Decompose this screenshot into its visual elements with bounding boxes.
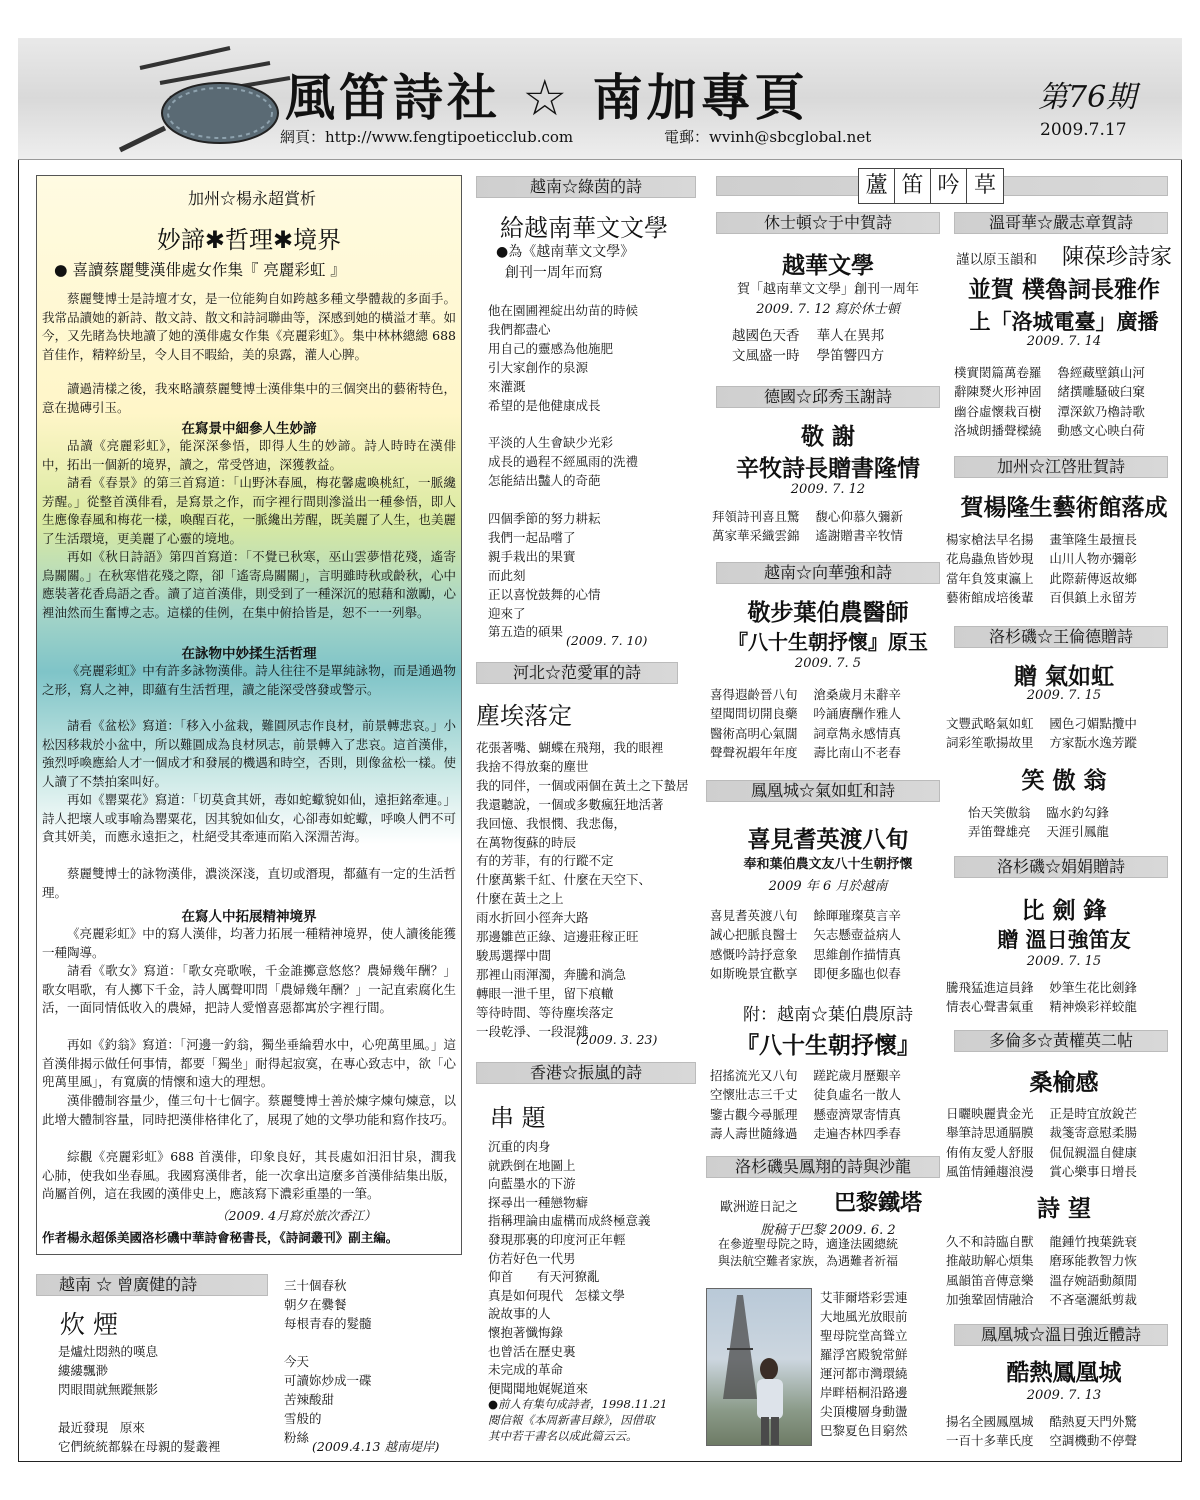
- poem-body: 拜領詩刊喜且驚 馥心仰慕久彌新 萬家華采織雲錦 遙謝贈書辛牧情: [712, 509, 903, 544]
- poem-body: 是爐灶悶熱的嘆息 縷縷飄渺 閃眼間就無蹤無影 最近發現 原來 它們統統都躲在母親的髮叢裡: [58, 1344, 221, 1454]
- poem-note: ●前人有集句成詩者，1998.11.21 閱信報《本周新書目錄》，因借取 其中若干書名以成此篇云云。: [488, 1397, 668, 1443]
- poem-body: 艾菲爾塔彩雲連 大地風光放眼前 聖母院堂高聳立 羅浮宮殿貌常鮮 運河都市灣環繞 岸畔梧桐沿路邊 尖頂樓層身動盪 巴黎夏色目窮然: [820, 1290, 908, 1438]
- poem-body: 三十個春秋 朝夕在爨餐 每根青春的髮髓 今天 可讀妳炒成一碟 苦辣酸甜 雪般的 粉絲: [284, 1278, 372, 1445]
- issue-date: 2009.7.17: [1040, 120, 1127, 140]
- poem-title: 桑榆感: [1029, 1069, 1099, 1096]
- essay-paragraph: 請看《春景》的第三首寫道：「山野沐春風，梅花馨處喚桃紅，一脈纔芳醒。」從整首漢俳看，是寫景之作，而字裡行間則滲溢出一種參悟，即人生應像春風和梅花一樣，喚醒百花，一脈纔出芳醒，既美麗了人生，也美麗了生活環境，更美麗了心靈的境地。: [42, 475, 456, 546]
- poem-date: 2009. 7. 12 寫於休士頓: [756, 302, 900, 317]
- poem-body: 揚名全國鳳凰城 酷熱夏天門外驚 一百十多華氏度 空調機動不停聲: [946, 1414, 1137, 1449]
- section-band: 香港☆振嵐的詩: [476, 1062, 696, 1084]
- poem-title: 巴黎鐵塔: [834, 1190, 923, 1216]
- poem-title-prefix: 歐洲遊日記之: [720, 1200, 799, 1215]
- poem-title: 辛牧詩長贈書隆情: [736, 455, 920, 482]
- poem-title: 比 劍 鋒: [1021, 897, 1107, 924]
- poem-date: 2009. 7. 13: [1026, 1388, 1102, 1403]
- poem-body: 越國色天香 華人在異邦 文風盛一時 學笛響四方: [732, 328, 885, 364]
- poem-body: 花張著嘴、蝴蝶在飛翔，我的眼裡 我捨不得放棄的塵世 我的同伴，一個或兩個在黃土之下蟄居 我還聽說，一個或多數瘋狂地活著 我回憶、我恨憫、我悲傷， 在萬物復蘇的時辰 有的芳菲，有的行蹤不定 什麼萬紫千紅、什麼在天空下、 什麼在黃土之上 雨水折回小徑奔大路 那邊雛芭正綠、這邊莊稼正旺 駿馬選擇中間 那裡山雨渾濁，奔騰和淌急 轉眼一泄千里，留下痕轍 等待時間、等待塵埃落定 一段乾淨、一段混雜: [476, 740, 689, 1039]
- poem-title: 詩 望: [1036, 1195, 1091, 1222]
- essay-paragraph: 再如《秋日詩語》第四首寫道：「不覺已秋寒，巫山雲夢惜花殘，遙寄鳥關關。」在秋寒惜花殘之際，卻「遙寄鳥關關」，言明雖時秋或齡秋，心中應裝著花香鳥語之香。讀了這首漢俳，則受到了一種深沉的慰藉和激勵，心裡油然而生奮博之志。這樣的佳例，在集中俯拾皆是，恕不一一列舉。: [42, 549, 456, 620]
- poem-title: 越華文學: [782, 252, 874, 279]
- poem-body: 喜得遐齡晉八旬 滄桑歲月未辭辛 望聞問切開良藥 吟誦賡酬作雅人 醫術高明心氣闊 詞章雋永感情真 聲聲祝嘏年年度 壽比南山不老春: [710, 687, 901, 760]
- poem-body: 騰飛猛進這員鋒 妙筆生花比劍鋒 情表心聲書氣重 精神煥彩祥蛟龍: [946, 980, 1137, 1015]
- section-band: 多倫多☆黃權英二帖: [954, 1030, 1168, 1052]
- essay-paragraph: 蔡麗雙博士是詩壇才女，是一位能夠自如跨越多種文學體裁的多面手。我常品讀她的新詩、散文詩、散文和詩詞聯曲等，深感到她的橫溢才華。如今，又先睹為快地讀了她的漢俳處女作集《亮麗彩虹》。集中林林總總 688 首佳作，精粹紛呈，令人目不暇給，美的泉露，灌人心脾。: [42, 291, 456, 362]
- section-band: 河北☆范愛軍的詩: [476, 662, 678, 684]
- poem-title: 敬 謝: [800, 423, 855, 450]
- section-band: 加州☆江啓壯賀詩: [954, 456, 1168, 478]
- essay-paragraph: 漢俳體制容量少，僅三句十七個字。蔡麗雙博士善於煉字煉句煉意，以此增大體制容量，同時把漢俳格律化了，展現了她的文學功能和寫作技巧。: [42, 1093, 456, 1127]
- poem-title: 喜見耆英渡八旬: [747, 826, 909, 853]
- poem-date: 2009. 7. 15: [1026, 954, 1102, 969]
- email-link[interactable]: 電郵：wvinh@sbcglobal.net: [664, 128, 872, 146]
- essay-paragraph: 再如《罌粟花》寫道：「切莫貪其妍，毒如蛇蠍貌如仙，遠拒銘牽連。」詩人把壞人或事喻為罌粟花，因其貌如仙女，心卻毒如蛇蠍，呼喚人們不可貪其妍美，而應永遠拒之，杜絕受其牽連而陷入深淵苦海。: [42, 792, 456, 844]
- poem-date: 脫稿于巴黎 2009. 6. 2: [760, 1223, 896, 1238]
- poem-date: (2009. 3. 23): [576, 1032, 658, 1047]
- essay-byline: 加州☆楊永超賞析: [187, 189, 316, 208]
- essay-heading: 在詠物中妙揉生活哲理: [181, 646, 317, 662]
- heading-char: 草: [973, 173, 996, 198]
- poem-body: 怡天笑傲翁 臨水釣勾鋒 弄笛聲雄亮 天涯引鳳龍: [968, 805, 1109, 840]
- essay-author-note: 作者楊永超係美國洛杉磯中華詩會秘書長，《詩詞叢刊》副主編。: [42, 1230, 399, 1245]
- issue-number: 第76期: [1038, 80, 1137, 115]
- poem-title: 『八十生朝抒懷』原玉: [728, 630, 928, 654]
- section-band: 洛杉磯☆王倫德贈詩: [954, 626, 1168, 648]
- poem-body: 沉重的肉身 就跌倒在地圖上 向藍墨水的下游 探尋出一種戀物癖 指稱理論由虛構而成終極意義 發現那裏的印度河正年輕 仿若好色一代男 仰首 有天河獠亂 真是如何現代 怎樣文學 說故事的人 懷抱著懺悔錄 也曾活在歷史裏 未完成的革命 便聞聞地娓娓道來: [488, 1139, 651, 1396]
- poem-subtitle: ●為《越南華文文學》 創刊一周年而寫: [496, 244, 635, 281]
- poem-body: 樸實閎篇萬卷羅 魯經藏壁鎮山河 辭陳燹火形神固 緒撰雕騷破臼窠 幽谷虛懷栽百樹 潭深欽乃櫓詩歌 洛城朗播聲樑繞 動感文心映白荷: [954, 365, 1145, 438]
- poem-subtitle: 賀「越南華文文學」創刊一周年: [736, 282, 919, 297]
- essay-paragraph: 蔡麗雙博士的詠物漢俳，濃淡深淺，直切或潛現，都蘊有一定的生活哲理。: [42, 866, 456, 900]
- heading-char: 吟: [931, 169, 967, 203]
- poem-body: 久不和詩臨自獸 龍鍾竹拽葉銑衰 推敲助解心煩集 磨琢能教智力恢 風韻笛音傳意樂 溫存婉語動顏閒 加強鞏固情融洽 不吝毫灑紙剪裁: [946, 1234, 1137, 1307]
- poem-body: 招搖流光又八旬 蹉跎歲月歷艱辛 空懷壯志三千丈 徒負虛名一散人 鑒古觀今尋脈理 懸壺濟眾寄情真 壽人壽世隨緣過 走遍杏林四季春: [710, 1068, 901, 1141]
- poem-subtitle: 奉和葉伯農文友八十生朝抒懷: [743, 857, 913, 872]
- poem-title: 酷熱鳳凰城: [1006, 1359, 1122, 1386]
- section-band: 鳳凰城☆氣如虹和詩: [706, 780, 940, 802]
- essay-paragraph: 《亮麗彩虹》中有許多詠物漢俳。詩人往往不是單純詠物，而是通過物之形，寫人之神，即蘊有生活哲理，讀之能深受啓發或警示。: [42, 663, 456, 697]
- dedication-line: 謹以原玉韻和: [956, 252, 1037, 268]
- poem-title: 笑 傲 翁: [1021, 767, 1107, 794]
- poem-title: 賀楊隆生藝術館落成: [960, 494, 1168, 521]
- essay-heading: 在寫景中細參人生妙諦: [181, 421, 317, 437]
- section-band: 休士頓☆于中賀詩: [716, 212, 940, 234]
- essay-subtitle: ● 喜讀蔡麗雙漢俳處女作集『 亮麗彩虹 』: [54, 261, 346, 279]
- lu-di-yin-cao-heading: [858, 168, 1004, 204]
- poem-title: 上「洛城電臺」廣播: [969, 309, 1159, 334]
- essay-paragraph: 再如《釣翁》寫道：「河邊一釣翁，獨坐垂綸碧水中，心兜萬里風。」這首漢俳揭示做任何事情，都要「獨坐」耐得起寂寞，在專心致志中，欲「心兜萬里風」，有寬廣的情懷和遠大的理想。: [42, 1037, 456, 1089]
- poem-body: 喜見耆英渡八旬 餘暉璀璨莫言辛 誠心把脈良醫士 矢志懸壺益病人 感慨吟詩抒意象 思維創作描情真 如斯晚景宜歡享 即便多臨也似春: [710, 908, 901, 981]
- dedication-name: 陳葆珍詩家: [1062, 245, 1173, 270]
- essay-paragraph: 《亮麗彩虹》中的寫人漢俳，均著力拓展一種精神境界，使人讀後能獲一種陶導。: [42, 926, 456, 960]
- heading-char: 蘆: [859, 169, 895, 203]
- section-band: 鳳凰城☆溫日強近體詩: [954, 1324, 1168, 1346]
- poem-date: 2009. 7. 5: [794, 656, 862, 671]
- poem-date: 2009. 7. 14: [1026, 334, 1102, 349]
- poem-date: 2009 年 6 月於越南: [768, 879, 888, 894]
- poem-body: 楊家槍法早名揚 畫筆隆生最擅長 花鳥蟲魚皆妙現 山川人物亦彌彰 當年負笈東瀛上 此際薪傳返故鄉 藝術館成培後輩 百倶鎮上永留芳: [946, 532, 1137, 605]
- website-link[interactable]: 網頁：http://www.fengtipoeticclub.com: [280, 128, 574, 146]
- poem-date: (2009. 7. 10): [566, 633, 648, 648]
- heading-char: 笛: [895, 169, 931, 203]
- essay-paragraph: 請看《盆松》寫道：「移入小盆栽，難圓夙志作良材，前景轉悲哀。」小松因移栽於小盆中，所以難圓成為良材夙志，前景轉入了悲哀。這首漢俳，強烈呼喚應給人才一個成才和發展的機遇和時空，否則，則像盆松一樣。使人讀了不禁拍案叫好。: [42, 718, 456, 789]
- poem-title: 敬步葉伯農醫師: [747, 599, 909, 626]
- essay-title: 妙諦✱哲理✱境界: [156, 226, 342, 254]
- section-band: 越南☆向華強和詩: [716, 562, 940, 584]
- poem-date: 2009. 7. 12: [790, 482, 866, 497]
- poem-body: 日曬映麗貴金光 正是時宜放銳芒 舉筆詩思通膈膜 裁箋寄意慰柔腸 侑侑友愛人舒服 侃侃親溫自健康 風笛情鍾趨浪漫 賞心樂事日增長: [946, 1106, 1137, 1179]
- section-band: 越南☆綠茵的詩: [476, 176, 696, 198]
- essay-paragraph: 讀過清樣之後，我來略讀蔡麗雙博士漢俳集中的三個突出的藝術特色，意在拋磚引玉。: [42, 381, 456, 415]
- poem-title: 串 題: [490, 1104, 546, 1132]
- poem-title: 並賀 樸魯詞長雅作: [967, 276, 1160, 303]
- essay-heading: 在寫人中拓展精神境界: [181, 909, 317, 925]
- essay-paragraph: 綜觀《亮麗彩虹》688 首漢俳，印象良好，其長處如汨汨甘泉，潤我心肺，使我如坐春風。我國寫漢俳者，能一次拿出這麼多首漢俳結集出版，尚屬首例，這在我國的漢俳史上，應該寫下濃彩重墨的一筆。: [42, 1149, 456, 1201]
- poem-body: 文豐武略氣如虹 國色刁媚點攬中 詞彩笙歌揚故里 方家翫水逸芳蹤: [946, 716, 1137, 751]
- poem-intro: 在參遊聖母院之時，適逢法國總統 與法航空難者家族，為遇難者祈福: [718, 1237, 899, 1268]
- poem-date: (2009.4.13 越南堤岸): [312, 1439, 440, 1454]
- essay-signature: （2009. 4月寫於旅次香江）: [216, 1208, 377, 1223]
- section-band: 越南 ☆ 曾廣健的詩: [36, 1274, 268, 1296]
- section-band: 溫哥華☆嚴志章賀詩: [954, 212, 1168, 234]
- photo-eiffel-tower: [706, 1288, 812, 1446]
- essay-paragraph: 請看《歌女》寫道：「歌女亮歌喉，千金誰擲意悠悠？農婦幾年酬？」歌女唱歌，有人擲下千金，詩人厲聲叩問「農婦幾年酬？」一記直索腐化生活，一面同情低收入的農婦，把詩人愛憎喜惡都寓於字裡行間。: [42, 963, 456, 1015]
- section-band: 德國☆邱秀玉謝詩: [716, 386, 940, 408]
- section-band: 洛杉磯吳鳳翔的詩與沙龍: [706, 1156, 940, 1178]
- attached-heading: 附：越南☆葉伯農原詩: [743, 1005, 913, 1025]
- poem-title: 塵埃落定: [476, 702, 572, 730]
- poem-title: 贈 溫日強笛友: [997, 927, 1131, 952]
- poem-title: 給越南華文文學: [500, 214, 668, 242]
- masthead-title: 風笛詩社 ☆ 南加專頁: [285, 69, 809, 127]
- essay-paragraph: 品讀《亮麗彩虹》，能深深參悟，即得人生的妙諦。詩人時時在漢俳中，拓出一個新的境界，讀之，常受啓迪，深獲教益。: [42, 438, 456, 472]
- poem-body: 他在園圃裡綻出幼苗的時候 我們都盡心 用自己的靈感為他施肥 引大家創作的泉源 來灌溉 希望的是他健康成長 平淡的人生會缺少光彩 成長的過程不經風雨的洗禮 怎能結出豔人的奇葩 四個季節的努力耕耘 我們一起品嚐了 親手栽出的果實 而此刻 正以喜悅鼓舞的心情 迎來了 第五造的碩果: [488, 303, 639, 640]
- poem-title: 炊 煙: [60, 1310, 118, 1339]
- section-band: 洛杉磯☆娟娟贈詩: [954, 856, 1168, 878]
- poem-title: 『八十生朝抒懷』: [736, 1032, 920, 1059]
- poem-title: 贈 氣如虹: [1013, 663, 1114, 690]
- bagpipe-logo: [110, 38, 300, 158]
- poem-date: 2009. 7. 15: [1026, 688, 1102, 703]
